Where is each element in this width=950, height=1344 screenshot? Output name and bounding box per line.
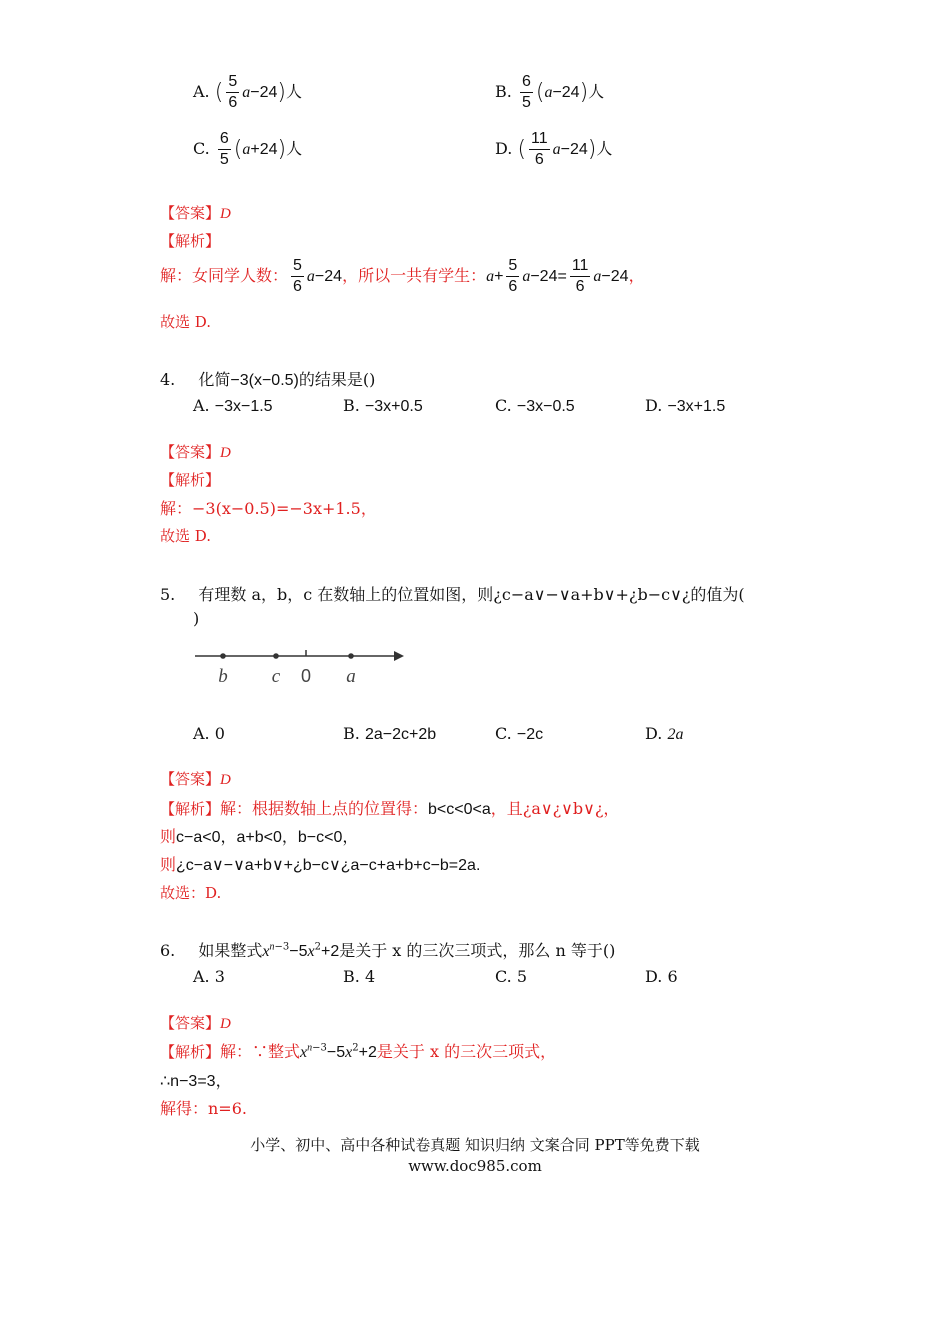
answer-tag: 【答案】 xyxy=(160,204,221,222)
q5-answer: 【答案】D xyxy=(160,770,231,788)
label-a: a xyxy=(346,666,356,687)
solution-prefix: 解：女同学人数： xyxy=(160,266,289,285)
q4-analysis-tag: 【解析】 xyxy=(160,471,221,489)
option-label: D. xyxy=(495,139,513,158)
q5-stem xyxy=(160,582,745,605)
q5-analysis-line2: 则c−a<0，a+b<0，b−c<0， xyxy=(160,827,359,846)
q5-option-d: D. 2a xyxy=(645,724,684,743)
q5-option-a: A. 0 xyxy=(193,724,225,743)
q4-answer: 【答案】D xyxy=(160,443,231,461)
stem-expr: −3(x−0.5) xyxy=(230,372,299,389)
footer-url[interactable]: www.doc985.com xyxy=(408,1157,542,1175)
answer-value: D xyxy=(220,206,231,222)
q6-analysis-line3: 解得：n=6. xyxy=(160,1099,247,1118)
q3-option-d: D. ( $\frac{11}{6}$ a−24)人 xyxy=(495,130,613,168)
q6-option-d: D. 6 xyxy=(645,967,678,986)
point-b xyxy=(220,653,226,659)
number-line-figure xyxy=(190,640,420,695)
q6-analysis-line2: ∴n−3=3， xyxy=(160,1073,232,1090)
q4-solution: 解：−3(x−0.5)=−3x+1.5， xyxy=(160,499,377,518)
q4-option-d: D. −3x+1.5 xyxy=(645,396,726,415)
axis-arrow xyxy=(394,651,404,661)
solution-mid: ，所以一共有学生： xyxy=(342,266,487,285)
q5-option-c: C. −2c xyxy=(495,724,544,743)
q3-answer xyxy=(160,202,231,223)
option-label: C. xyxy=(193,139,210,158)
option-label: B. xyxy=(495,82,512,101)
q4-conclusion: 故选 D. xyxy=(160,527,212,545)
q3-conclusion: 故选 D. xyxy=(160,313,212,331)
q6-option-b: B. 4 xyxy=(343,967,376,986)
q3-option-b: B. $\frac{6}{5}$ (a−24)人 xyxy=(495,73,605,111)
option-label: A. xyxy=(193,82,210,101)
footer-tagline: 小学、初中、高中各种试卷真题 知识归纳 文案合同 PPT等免费下载 xyxy=(250,1136,700,1154)
q4-option-a: A. −3x−1.5 xyxy=(193,396,273,415)
question-number: 6. xyxy=(160,941,176,960)
stem-suffix: 的结果是() xyxy=(298,370,376,389)
q6-stem: 6. 如果整式$x^{n-3}-5x^2+2$是关于 x 的三次三项式，那么 n 等于() xyxy=(160,941,616,960)
q6-option-c: C. 5 xyxy=(495,967,528,986)
q3-option-c: C. $\frac{6}{5}$ (a+24)人 xyxy=(193,130,303,168)
stem-text: 有理数 a，b，c 在数轴上的位置如图，则¿c−a∨−∨a+b∨+¿b−c∨¿的值为( xyxy=(198,585,745,604)
q6-answer: 【答案】D xyxy=(160,1014,231,1032)
question-number: 4. xyxy=(160,370,176,389)
point-c xyxy=(273,653,279,659)
question-number: 5. xyxy=(160,585,176,604)
q5-analysis-line1: 【解析】解：根据数轴上点的位置得：b<c<0<a，且¿a∨¿∨b∨¿， xyxy=(160,799,620,818)
q6-analysis-line1: 【解析】解：∵整式$x^{n-3}-5x^2+2$是关于 x 的三次三项式， xyxy=(160,1042,557,1061)
label-b: b xyxy=(218,666,228,687)
q5-analysis-line3: 则¿c−a∨−∨a+b∨+¿b−c∨¿a−c+a+b+c−b=2a. xyxy=(160,855,481,874)
point-a xyxy=(348,653,354,659)
q5-stem-line2: ) xyxy=(193,609,200,628)
q5-conclusion: 故选：D. xyxy=(160,884,222,902)
q4-option-b: B. −3x+0.5 xyxy=(343,396,423,415)
q3-solution: 解：女同学人数： $\frac{5}{6}$ a−24，所以一共有学生：a+ $\frac{5}{6}$ a−24= $\frac{11}{6}$ a−24， xyxy=(160,257,645,295)
stem-prefix: 化简 xyxy=(198,370,231,389)
q6-option-a: A. 3 xyxy=(193,967,225,986)
q4-stem xyxy=(160,367,375,390)
q3-option-a: A. ( $\frac{5}{6}$ a−24)人 xyxy=(193,73,302,111)
q4-option-c: C. −3x−0.5 xyxy=(495,396,575,415)
label-c: c xyxy=(271,666,281,687)
q5-option-b: B. 2a−2c+2b xyxy=(343,724,437,743)
q3-analysis-tag: 【解析】 xyxy=(160,232,221,250)
label-0: 0 xyxy=(300,666,312,686)
solution-tail: ， xyxy=(628,266,645,285)
